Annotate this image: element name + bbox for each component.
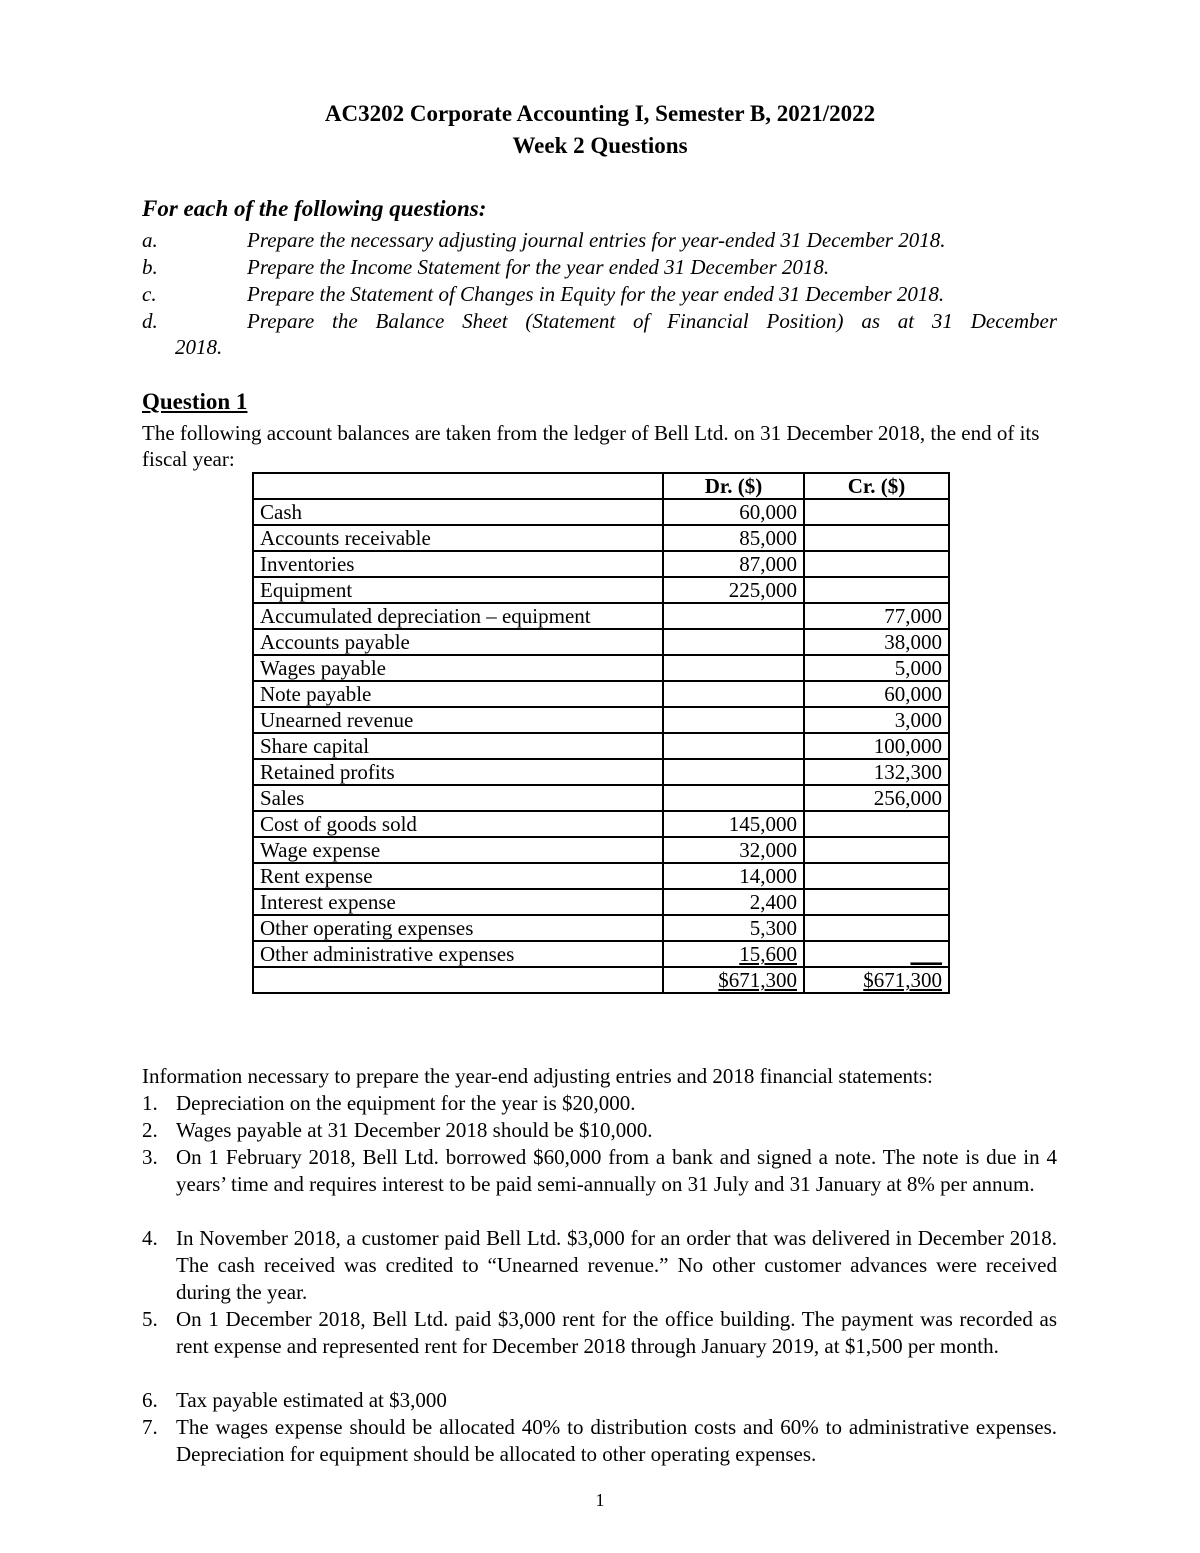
total-credit: $671,300 (863, 968, 942, 992)
table-row (253, 863, 949, 889)
row-account (253, 889, 663, 915)
row-debit (663, 681, 804, 707)
table-header-row (253, 473, 949, 499)
row-account (253, 707, 663, 733)
row-credit (804, 733, 949, 759)
row-debit-value: 14,000 (739, 864, 797, 888)
row-account (253, 811, 663, 837)
row-credit (804, 577, 949, 603)
row-account (253, 577, 663, 603)
instruction-letter: d. (142, 309, 158, 333)
row-account-value: Other administrative expenses (260, 942, 515, 966)
info-item-number: 2. (142, 1118, 158, 1142)
row-account-value: Wages payable (260, 656, 386, 680)
row-debit (663, 785, 804, 811)
info-item-text: Depreciation on the equipment for the year is $20,000. (176, 1091, 636, 1115)
table-row (253, 551, 949, 577)
question-intro: The following account balances are taken from the ledger of Bell Ltd. on 31 December 2018, the end of its fiscal year: (142, 421, 1040, 471)
row-account-value: Cash (260, 500, 302, 524)
row-credit (804, 707, 949, 733)
row-account (253, 629, 663, 655)
table-row (253, 655, 949, 681)
row-credit-value: 3,000 (894, 708, 942, 732)
row-debit (663, 759, 804, 785)
row-debit-value: 225,000 (728, 578, 797, 602)
row-debit (663, 551, 804, 577)
header-account (253, 473, 663, 499)
table-row (253, 707, 949, 733)
row-debit (663, 629, 804, 655)
row-debit (663, 499, 804, 525)
instruction-text: Prepare the Statement of Changes in Equity for the year ended 31 December 2018. (247, 282, 945, 306)
row-account-value: Accounts receivable (260, 526, 431, 550)
row-debit-value: 85,000 (739, 526, 797, 550)
row-account (253, 681, 663, 707)
info-item (142, 1387, 1057, 1414)
row-debit (663, 941, 804, 967)
table-row (253, 889, 949, 915)
table-row (253, 577, 949, 603)
row-credit (804, 759, 949, 785)
table-row (253, 837, 949, 863)
row-debit (663, 811, 804, 837)
info-item-text: On 1 February 2018, Bell Ltd. borrowed $60,000 from a bank and signed a note. The note is due in 4 years’ time and requires interest to be paid semi-annually on 31 July and 31 January at 8% per annum. (176, 1145, 1057, 1196)
row-credit-value: 5,000 (894, 656, 942, 680)
info-item-number: 1. (142, 1091, 158, 1115)
row-debit-value: 15,600 (739, 942, 797, 966)
row-credit (804, 811, 949, 837)
row-credit-value: 132,300 (873, 760, 942, 784)
instruction-text: Prepare the Balance Sheet (Statement of Financial Position) as at 31 December (247, 309, 1057, 333)
row-account-value: Other operating expenses (260, 916, 474, 940)
row-account-value: Sales (260, 786, 305, 810)
info-item-text: In November 2018, a customer paid Bell Ltd. $3,000 for an order that was delivered in December 2018. The cash received was credited to “Unearned revenue.” No other customer advances were received during the year. (176, 1226, 1057, 1304)
info-item-number: 3. (142, 1145, 158, 1169)
table-row (253, 759, 949, 785)
row-account (253, 785, 663, 811)
info-item-number: 5. (142, 1307, 158, 1331)
info-item (142, 1117, 1057, 1144)
row-account-value: Rent expense (260, 864, 373, 888)
info-item-text: Tax payable estimated at $3,000 (176, 1388, 447, 1412)
row-credit (804, 551, 949, 577)
row-credit (804, 915, 949, 941)
row-account (253, 733, 663, 759)
row-credit (804, 681, 949, 707)
row-debit-value: 87,000 (739, 552, 797, 576)
info-item (142, 1144, 1057, 1198)
header-debit: Dr. ($) (663, 473, 804, 499)
row-account-value: Equipment (260, 578, 353, 602)
info-heading: Information necessary to prepare the year-end adjusting entries and 2018 financial statements: (142, 1064, 933, 1088)
info-item-text: Wages payable at 31 December 2018 should be $10,000. (176, 1118, 653, 1142)
row-account (253, 551, 663, 577)
row-debit (663, 837, 804, 863)
row-account (253, 759, 663, 785)
info-item-number: 7. (142, 1415, 158, 1439)
info-item-text: The wages expense should be allocated 40% to distribution costs and 60% to administrative expenses. Depreciation for equipment should be allocated to other operating expenses. (176, 1415, 1057, 1466)
instructions-heading: For each of the following questions: (142, 196, 487, 221)
instruction-continuation: 2018. (175, 335, 223, 359)
table-row (253, 681, 949, 707)
info-item (142, 1225, 1057, 1306)
row-credit (804, 603, 949, 629)
row-credit-value: 38,000 (884, 630, 942, 654)
row-account-value: Accumulated depreciation – equipment (260, 604, 591, 628)
row-credit-value: 77,000 (884, 604, 942, 628)
table-row (253, 915, 949, 941)
page-number: 1 (595, 1490, 605, 1510)
instruction-text: Prepare the necessary adjusting journal entries for year-ended 31 December 2018. (247, 228, 946, 252)
table-row (253, 499, 949, 525)
info-item (142, 1414, 1057, 1468)
instruction-letter: b. (142, 255, 158, 279)
row-account (253, 525, 663, 551)
row-credit (804, 499, 949, 525)
row-account (253, 915, 663, 941)
total-debit-cell (663, 967, 804, 993)
row-account-value: Wage expense (260, 838, 381, 862)
question-heading: Question 1 (142, 389, 248, 414)
row-account (253, 655, 663, 681)
table-row (253, 733, 949, 759)
row-account-value: Share capital (260, 734, 370, 758)
row-account-value: Retained profits (260, 760, 395, 784)
row-account-value: Inventories (260, 552, 355, 576)
total-label-cell (253, 967, 663, 993)
info-item-text: On 1 December 2018, Bell Ltd. paid $3,000 rent for the office building. The payment was recorded as rent expense and represented rent for December 2018 through January 2019, at $1,500 per month. (176, 1307, 1057, 1358)
table-total-row (253, 967, 949, 993)
row-account (253, 603, 663, 629)
row-credit (804, 785, 949, 811)
total-debit: $671,300 (718, 968, 797, 992)
table-row (253, 525, 949, 551)
document-subtitle: Week 2 Questions (512, 133, 688, 158)
total-credit-cell (804, 967, 949, 993)
table-row (253, 603, 949, 629)
row-account (253, 863, 663, 889)
row-debit (663, 603, 804, 629)
table-row (253, 811, 949, 837)
header-credit: Cr. ($) (804, 473, 949, 499)
row-account-value: Cost of goods sold (260, 812, 417, 836)
trial-balance-table (252, 472, 950, 994)
row-debit (663, 577, 804, 603)
row-debit (663, 915, 804, 941)
row-debit (663, 655, 804, 681)
table-row (253, 629, 949, 655)
row-credit-value: 256,000 (873, 786, 942, 810)
row-debit-value: 32,000 (739, 838, 797, 862)
row-credit-value: 100,000 (873, 734, 942, 758)
row-credit (804, 525, 949, 551)
row-credit (804, 863, 949, 889)
row-debit (663, 525, 804, 551)
table-row (253, 785, 949, 811)
row-credit (804, 941, 949, 967)
row-account (253, 837, 663, 863)
row-account-value: Accounts payable (260, 630, 410, 654)
row-account-value: Note payable (260, 682, 372, 706)
row-credit (804, 629, 949, 655)
info-item-number: 6. (142, 1388, 158, 1412)
info-item (142, 1090, 1057, 1117)
row-credit (804, 889, 949, 915)
row-credit (804, 655, 949, 681)
row-account-value: Interest expense (260, 890, 396, 914)
row-credit (804, 837, 949, 863)
row-debit-value: 60,000 (739, 500, 797, 524)
document-title: AC3202 Corporate Accounting I, Semester B, 2021/2022 (324, 101, 876, 126)
row-credit-value: 60,000 (884, 682, 942, 706)
row-debit (663, 707, 804, 733)
row-debit (663, 733, 804, 759)
row-debit-value: 2,400 (749, 890, 797, 914)
row-account (253, 499, 663, 525)
instruction-text: Prepare the Income Statement for the year ended 31 December 2018. (247, 255, 830, 279)
row-credit-value: ___ (910, 942, 942, 966)
instruction-letter: c. (142, 282, 157, 306)
row-account-value: Unearned revenue (260, 708, 414, 732)
row-debit (663, 863, 804, 889)
info-item (142, 1306, 1057, 1360)
row-debit-value: 145,000 (728, 812, 797, 836)
info-item-number: 4. (142, 1226, 158, 1250)
row-debit (663, 889, 804, 915)
table-row (253, 941, 949, 967)
instruction-letter: a. (142, 228, 158, 252)
row-account (253, 941, 663, 967)
row-debit-value: 5,300 (749, 916, 797, 940)
